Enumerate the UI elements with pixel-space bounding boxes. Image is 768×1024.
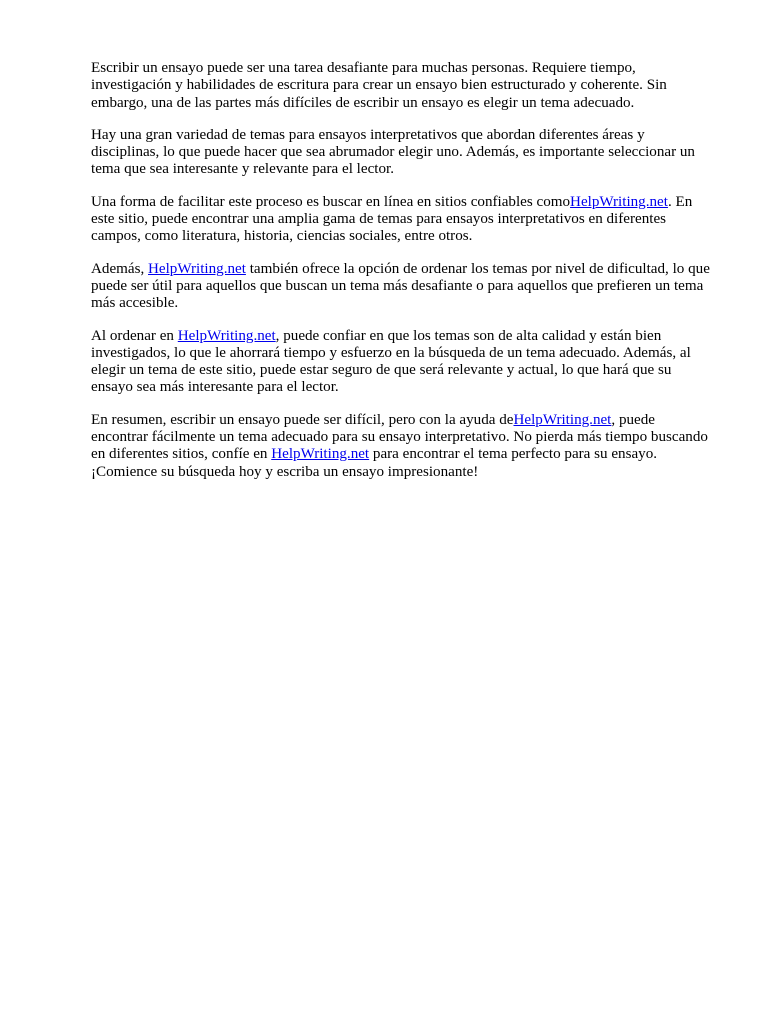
helpwriting-link[interactable]: HelpWriting.net	[570, 193, 668, 210]
paragraph-summary	[91, 412, 715, 481]
paragraph-text: también ofrece la opción de ordenar los temas por nivel de dificultad, lo que puede ser útil para aquellos que buscan un tema más desafiante o para aquellos que prefieren un tema más accesible.	[91, 260, 710, 312]
paragraph-text: En resumen, escribir un ensayo puede ser difícil, pero con la ayuda de	[91, 411, 514, 428]
helpwriting-link[interactable]: HelpWriting.net	[513, 411, 612, 428]
paragraph-text: Hay una gran variedad de temas para ensayos interpretativos que abordan diferentes áreas y disciplinas, lo que puede hacer que sea abrumador elegir uno. Además, es importante seleccionar un tema que sea interesante y relevante para el lector.	[91, 126, 695, 178]
document-body	[91, 60, 715, 496]
helpwriting-link[interactable]: HelpWriting.net	[148, 260, 246, 277]
paragraph-text: Además,	[91, 260, 149, 277]
paragraph-ordering	[91, 328, 715, 397]
paragraph-intro	[91, 60, 715, 112]
helpwriting-link[interactable]: HelpWriting.net	[271, 446, 370, 463]
helpwriting-link[interactable]: HelpWriting.net	[177, 327, 276, 344]
paragraph-text: Escribir un ensayo puede ser una tarea desafiante para muchas personas. Requiere tiempo, investigación y habilidades de escritura para crear un ensayo bien estructurado y coherente. Sin embargo, una de las partes más difíciles de escribir un ensayo es elegir un tema adecuado.	[91, 60, 667, 111]
paragraph-text: , puede encontrar fácilmente un tema adecuado para su ensayo interpretativo. No pierda más tiempo buscando en diferentes sitios, confíe en	[91, 411, 708, 463]
paragraph-text: , puede confiar en que los temas son de alta calidad y están bien investigados, lo que le ahorrará tiempo y esfuerzo en la búsqueda de un tema adecuado. Además, al elegir un tema de este sitio, puede estar seguro de que será relevante y actual, lo que hará que su ensayo sea más interesante para el lector.	[91, 327, 691, 396]
paragraph-search-online	[91, 194, 715, 246]
paragraph-difficulty	[91, 261, 715, 313]
paragraph-text: . En este sitio, puede encontrar una amplia gama de temas para ensayos interpretativos en diferentes campos, como literatura, historia, ciencias sociales, entre otros.	[91, 193, 693, 245]
paragraph-variety	[91, 127, 715, 179]
paragraph-text: para encontrar el tema perfecto para su ensayo. ¡Comience su búsqueda hoy y escriba un ensayo impresionante!	[91, 446, 658, 480]
paragraph-text: Una forma de facilitar este proceso es buscar en línea en sitios confiables como	[91, 193, 571, 210]
paragraph-text: Al ordenar en	[91, 327, 178, 344]
